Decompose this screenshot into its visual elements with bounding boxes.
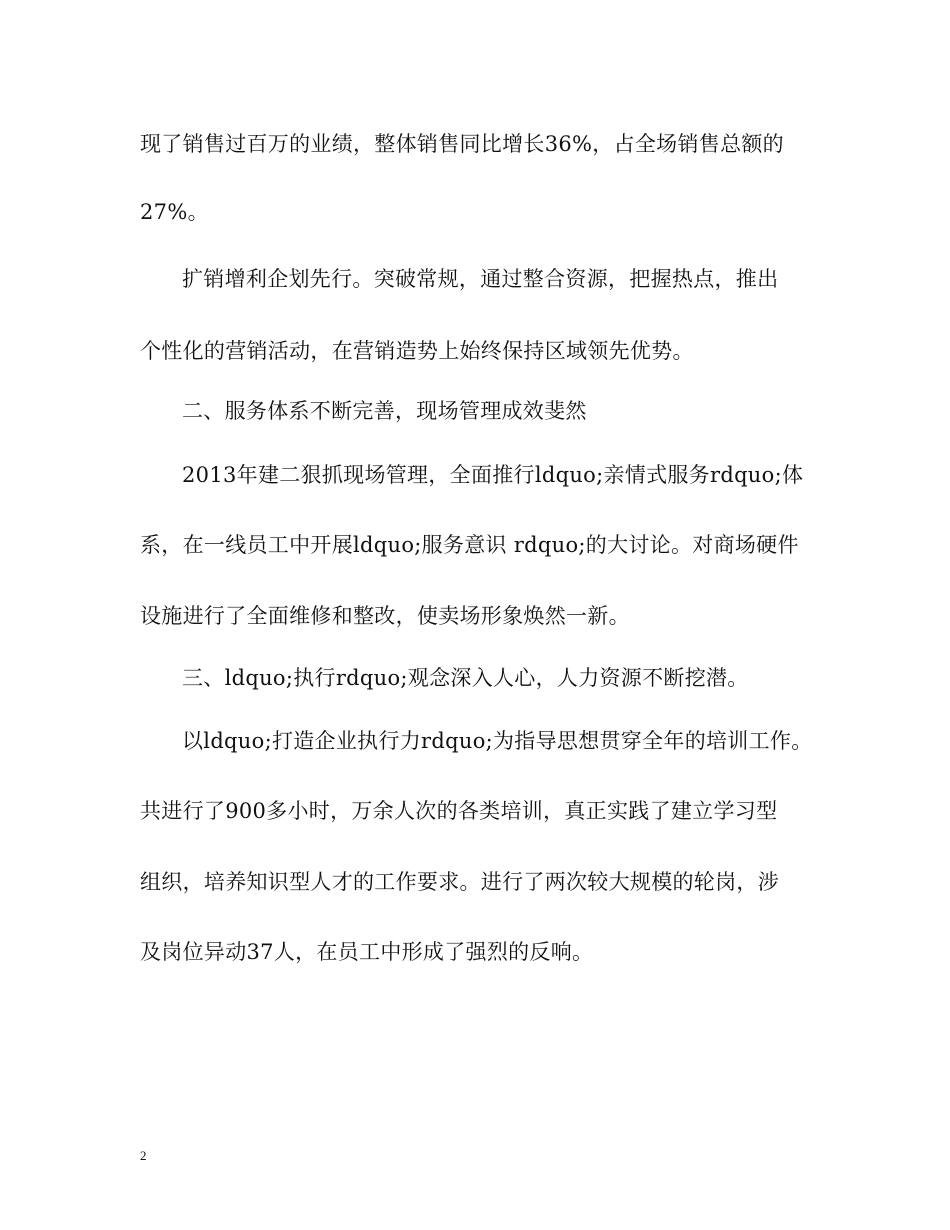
text-line: 组织，培养知识型人才的工作要求。进行了两次较大规模的轮岗，涉: [140, 870, 779, 894]
text-line: 个性化的营销活动，在营销造势上始终保持区域领先优势。: [140, 339, 694, 363]
section-heading: 三、ldquo;执行rdquo;观念深入人心，人力资源不断挖潜。: [182, 666, 749, 690]
text-line: 现了销售过百万的业绩，整体销售同比增长36%，占全场销售总额的: [140, 132, 784, 156]
text-line: 27%。: [140, 200, 209, 224]
text-line: 扩销增利企划先行。突破常规，通过整合资源，把握热点，推出: [182, 267, 779, 291]
section-heading: 二、服务体系不断完善，现场管理成效斐然: [182, 399, 587, 423]
text-line: 共进行了900多小时，万余人次的各类培训，真正实践了建立学习型: [140, 799, 778, 823]
text-line: 设施进行了全面维修和整改，使卖场形象焕然一新。: [140, 604, 630, 628]
text-line: 2013年建二狠抓现场管理，全面推行ldquo;亲情式服务rdquo;体: [182, 463, 804, 487]
text-line: 以ldquo;打造企业执行力rdquo;为指导思想贯穿全年的培训工作。: [182, 729, 813, 753]
text-line: 系，在一线员工中开展ldquo;服务意识 rdquo;的大讨论。对商场硬件: [140, 533, 799, 557]
text-line: 及岗位异动37人，在员工中形成了强烈的反响。: [140, 940, 594, 964]
page-number: 2: [140, 1148, 147, 1163]
